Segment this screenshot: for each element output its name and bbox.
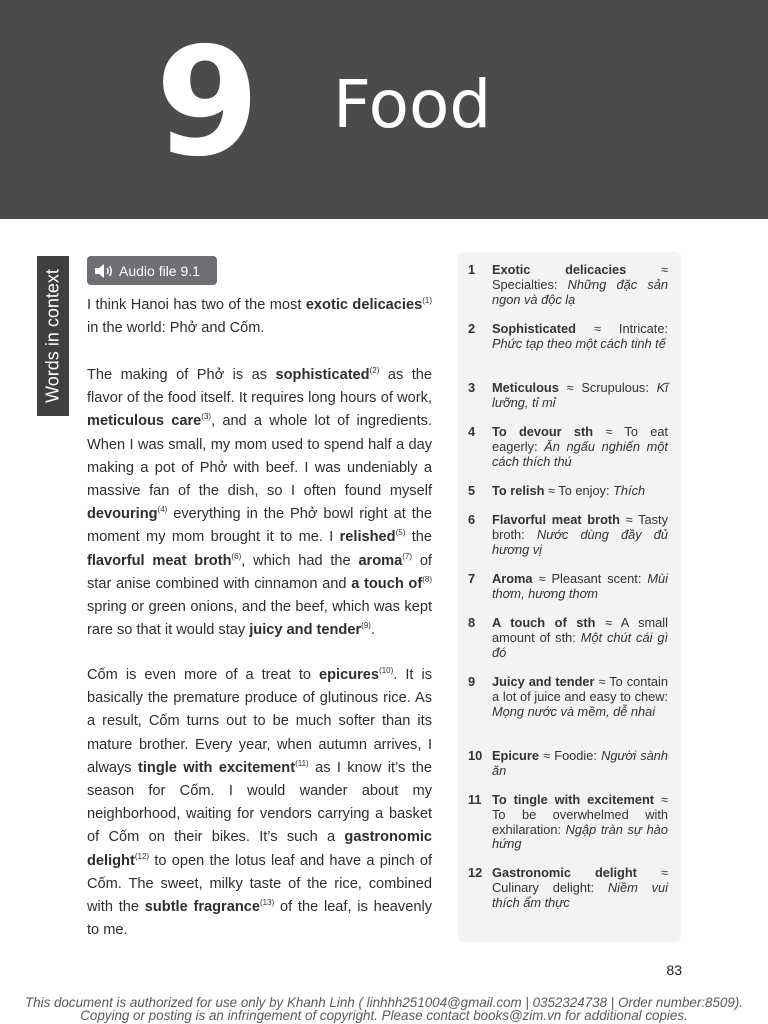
- vocab-term: tingle with excitement: [137, 759, 296, 776]
- speaker-icon: [93, 263, 115, 279]
- glossary-item: 12 Gastronomic delight ≈ Culinary delight: Niềm vui thích ẩm thực: [468, 865, 668, 910]
- vocab-term: aroma: [358, 552, 403, 569]
- glossary-item: 7 Aroma ≈ Pleasant scent: Mùi thơm, hương thơm: [468, 571, 668, 601]
- paragraph-3: Cốm is even more of a treat to epicures$^{(10)}$. It is basically the premature produce of glutinous rice. As a result, Cốm turns out to be much softer than its mature brother. Every year, when autumn arrives, I always tingle with excitement$^{(11)}$ as I know it’s the season for Cốm. I would wander about my neighborhood, waiting for vendors carrying a basket of Cốm on their bikes. It’s such a gastronomic delight$^{(12)}$ to open the lotus leaf and have a pinch of Cốm. The sweet, milky taste of the rice, combined with the subtle fragrance$^{(13)}$ of the leaf, is heavenly to me.: [87, 666, 433, 939]
- vocab-term: sophisticated: [275, 367, 370, 383]
- vocab-term: gastronomic delight: [87, 829, 432, 869]
- vocab-term: exotic delicacies: [305, 297, 423, 313]
- glossary-item: 6 Flavorful meat broth ≈ Tasty broth: Nước dùng đầy đủ hương vị: [468, 512, 668, 557]
- vocab-term: a touch of: [351, 575, 423, 592]
- vocab-term: flavorful meat broth: [87, 552, 232, 569]
- glossary-panel: [458, 252, 681, 942]
- audio-file-label: Audio file 9.1: [119, 262, 200, 279]
- page-number: 83: [666, 962, 682, 978]
- vocab-term: juicy and tender: [249, 622, 362, 639]
- glossary-item: 11 To tingle with excitement ≈ To be overwhelmed with exhilaration: Ngập tràn sự hào hứng: [468, 792, 668, 852]
- glossary-item: 10 Epicure ≈ Foodie: Người sành ăn: [468, 748, 669, 778]
- audio-file-button[interactable]: [87, 256, 217, 285]
- glossary-item: 3 Meticulous ≈ Scrupulous: Kĩ lưỡng, tỉ mỉ: [468, 380, 668, 410]
- section-side-tab: [37, 256, 69, 416]
- copyright-notice-line-2: Copying or posting is an infringement of copyright. Please contact books@zim.vn for additional copies.: [80, 1008, 688, 1023]
- vocab-term: devouring: [87, 506, 158, 523]
- paragraph-2: The making of Phở is as sophisticated$^{(2)}$ as the flavor of the food itself. It requires long hours of work, meticulous care$^{(3)}$, and a whole lot of ingredients. When I was small, my mom used to spend half a day making a pot of Phở with beef. I was undeniably a massive fan of the dish, so I often found myself devouring$^{(4)}$ everything in the Phở bowl right at the moment my mom brought it to me. I relished$^{(5)}$ the flavorful meat broth$^{(6)}$, which had the aroma$^{(7)}$ of star anise combined with cinnamon and a touch $of^{(8)}$ spring or green onions, and the beef, which was kept rare so that it would stay juicy and tender$^{(9)}$.: [87, 366, 432, 639]
- paragraph-1: I think Hanoi has two of the most exotic delicacies$^{(1)}$ in the world: Phở and Cốm.: [87, 296, 432, 337]
- vocab-term: subtle fragrance: [144, 899, 260, 916]
- side-tab-label: Words in context: [42, 269, 63, 403]
- chapter-banner: [0, 0, 768, 219]
- vocab-term: epicures: [319, 667, 380, 683]
- glossary-item: 9 Juicy and tender ≈ To contain a lot of juice and easy to chew: Mọng nước và mềm, dễ nhai: [468, 674, 668, 719]
- glossary-item: 5 To relish ≈ To enjoy: Thích: [468, 483, 646, 498]
- chapter-title: Food: [333, 66, 492, 143]
- glossary-item: 1 Exotic delicacies ≈ Specialties: Những đặc sản ngon và độc lạ: [468, 262, 668, 307]
- copyright-notice-line-1: This document is authorized for use only by Khanh Linh ( linhhh251004@gmail.com | 0352324738 | Order number:8509).: [24, 995, 744, 1010]
- glossary-item: 8 A touch of sth ≈ A small amount of sth: Một chút cái gì đó: [468, 615, 668, 660]
- chapter-number: 9: [155, 16, 256, 190]
- vocab-term: relished: [339, 529, 396, 546]
- vocab-term: meticulous care: [87, 413, 202, 430]
- glossary-item: 2 Sophisticated ≈ Intricate: Phức tạp theo một cách tinh tế: [468, 321, 668, 351]
- glossary-item: 4 To devour sth ≈ To eat eagerly: Ăn ngấu nghiến một cách thích thú: [468, 424, 668, 469]
